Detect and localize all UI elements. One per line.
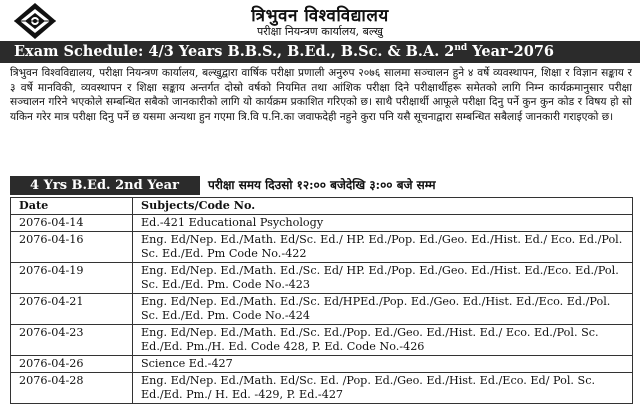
row-subject: Eng. Ed/Nep. Ed./Math. Ed./Sc. Ed/ HP. Ed./Pop. Ed./Geo. Ed./Hist. Ed./Eco. Ed./Pol. Sc. Ed./Ed. Pm. Code No.-423	[133, 263, 633, 294]
schedule-table	[10, 197, 633, 404]
row-date: 2076-04-26	[11, 356, 133, 373]
table-row	[11, 356, 633, 373]
banner-title-sup: nd	[454, 43, 468, 54]
notice-paragraph: त्रिभुवन विश्वविद्यालय, परीक्षा नियन्त्रण कार्यालय, बल्खुद्वारा वार्षिक परीक्षा प्रणाली अनुरुप २०७६ सालमा सञ्चालन हुने ४ वर्षे व्यवस्थापन, शिक्षा र विज्ञान सङ्काय र ३ वर्षे मानविकी, व्यवस्थापन र शिक्षा सङ्काय अन्तर्गत दोस्रो वर्षको नियमित तथा आंशिक परीक्षा दिने परीक्षार्थीहरू समेतको लागि निम्न कार्यक्रमानुसार परीक्षा सञ्चालन गरिने भएकोले सम्बन्धित सबैको जानकारीको लागि यो कार्यक्रम प्रकाशित गरिएको छ। साथै परीक्षार्थी आफूले परीक्षा दिनु पर्ने कुन कुन कोड र विषय हो सो यकिन गरेर मात्र परीक्षा दिनु पर्ने छ यसमा अन्यथा हुन गएमा त्रि.वि प.नि.का जवाफदेही नहुने कुरा पनि यसै सूचनाद्वारा सम्बन्धित सबैलाई जानकारी गराइएको छ।	[10, 67, 632, 123]
table-row	[11, 263, 633, 294]
column-header-subject: Subjects/Code No.	[133, 198, 633, 215]
program-label: 4 Yrs B.Ed. 2nd Year	[10, 176, 200, 195]
row-date: 2076-04-19	[11, 263, 133, 294]
schedule-title-banner	[0, 41, 640, 63]
table-row	[11, 294, 633, 325]
row-subject: Eng. Ed/Nep. Ed./Math. Ed/Sc. Ed. /Pop. Ed./Geo. Ed./Hist. Ed./Eco. Ed/ Pol. Sc. Ed./Ed. Pm./ H. Ed. -429, P. Ed.-427	[133, 373, 633, 404]
row-date: 2076-04-28	[11, 373, 133, 404]
program-subheader	[10, 176, 632, 195]
row-subject: Ed.-421 Educational Psychology	[133, 215, 633, 232]
office-name: परीक्षा नियन्त्रण कार्यालय, बल्खु	[257, 25, 383, 38]
exam-time: परीक्षा समय दिउसो १२:०० बजेदेखि ३:०० बजे सम्म	[208, 178, 436, 192]
row-date: 2076-04-23	[11, 325, 133, 356]
row-date: 2076-04-14	[11, 215, 133, 232]
document-header	[0, 0, 640, 40]
table-row	[11, 325, 633, 356]
row-subject: Eng. Ed/Nep. Ed./Math. Ed/Sc. Ed./ HP. Ed./Pop. Ed./Geo. Ed./Hist. Ed./ Eco. Ed./Pol. Sc. Ed./Ed. Pm Code No.-422	[133, 232, 633, 263]
table-header-row	[11, 198, 633, 215]
column-header-date: Date	[11, 198, 133, 215]
banner-title-suffix: Year-2076	[467, 43, 554, 60]
table-row	[11, 232, 633, 263]
banner-title-prefix: Exam Schedule: 4/3 Years B.B.S., B.Ed., B.Sc. & B.A. 2	[14, 43, 455, 60]
row-subject: Science Ed.-427	[133, 356, 633, 373]
row-date: 2076-04-21	[11, 294, 133, 325]
table-row	[11, 215, 633, 232]
row-subject: Eng. Ed/Nep. Ed./Math. Ed./Sc. Ed./Pop. Ed./Geo. Ed./Hist. Ed./ Eco. Ed./Pol. Sc. Ed./Ed. Pm./H. Ed. Code 428, P. Ed. Code No.-426	[133, 325, 633, 356]
row-date: 2076-04-16	[11, 232, 133, 263]
table-row	[11, 373, 633, 404]
university-name: त्रिभुवन विश्वविद्यालय	[251, 6, 389, 26]
row-subject: Eng. Ed/Nep. Ed./Math. Ed./Sc. Ed/HPEd./Pop. Ed./Geo. Ed./Hist. Ed./Eco. Ed./Pol. Sc. Ed./Ed. Pm. Code No.-424	[133, 294, 633, 325]
